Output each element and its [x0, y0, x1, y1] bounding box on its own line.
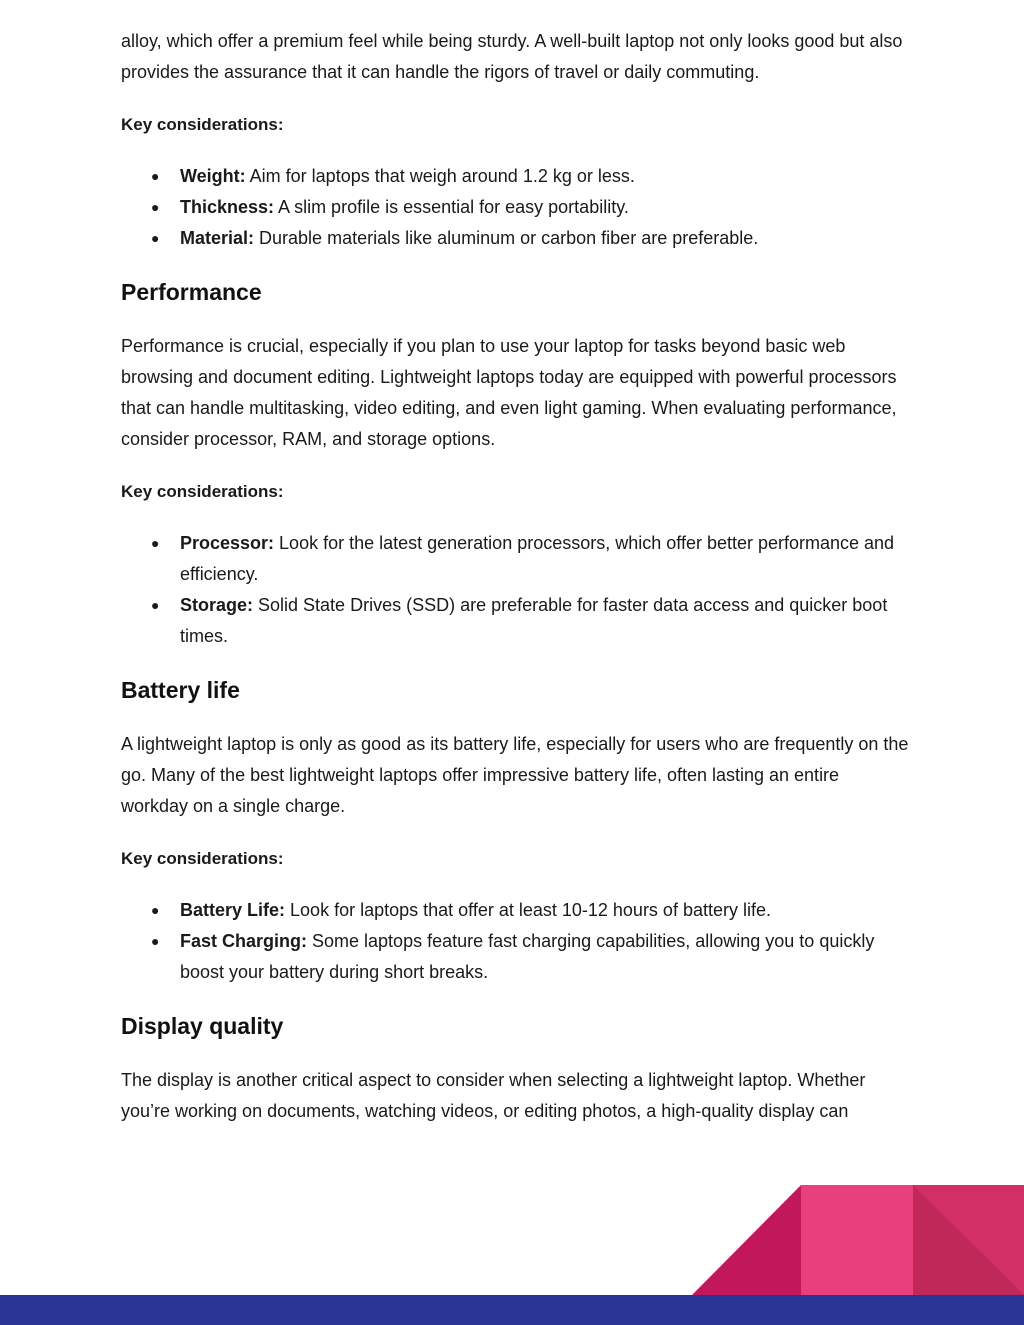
section-body-display-quality: The display is another critical aspect to consider when selecting a lightweight laptop. Whether you’re working on documents, watching videos, or editing photos, a high-quality display can: [121, 1070, 866, 1121]
bullet-icon: ●: [151, 168, 160, 184]
key-considerations-label: Key considerations:: [121, 482, 284, 501]
section-heading-display-quality: Display quality: [121, 1013, 284, 1039]
bullet-list: [121, 528, 911, 652]
bullet-icon: ●: [151, 597, 160, 613]
section-body-battery-life: A lightweight laptop is only as good as its battery life, especially for users who are frequently on the go. Many of the best lightweight laptops offer impressive battery life, often lasting an entire workday on a single charge.: [121, 734, 909, 816]
footer-navy-bar: [0, 1295, 1024, 1325]
list-item: [151, 528, 911, 590]
bullet-list: [121, 895, 911, 988]
list-item-term: Battery Life:: [180, 900, 286, 920]
footer-decoration: [0, 1185, 1024, 1325]
list-item-term: Thickness:: [180, 197, 275, 217]
footer-crimson-triangle: [692, 1185, 801, 1295]
list-item-text: Look for laptops that offer at least 10-12 hours of battery life.: [285, 900, 771, 920]
bullet-icon: ●: [151, 902, 160, 918]
list-item-term: Processor:: [180, 533, 275, 553]
list-item-term: Weight:: [180, 166, 246, 186]
footer-pink-block: [801, 1185, 914, 1295]
list-item-text: Aim for laptops that weigh around 1.2 kg or less.: [245, 166, 635, 186]
bullet-icon: ●: [151, 933, 160, 949]
document-page: [121, 26, 911, 1127]
key-considerations-label: Key considerations:: [121, 849, 284, 868]
list-item: [151, 926, 911, 988]
key-considerations-label: Key considerations:: [121, 115, 284, 134]
section-body-performance: Performance is crucial, especially if you plan to use your laptop for tasks beyond basic web browsing and document editing. Lightweight laptops today are equipped with powerful processors that can handle multitasking, video editing, and even light gaming. When evaluating performance, consider processor, RAM, and storage options.: [121, 336, 897, 449]
intro-paragraph: alloy, which offer a premium feel while being sturdy. A well-built laptop not only looks good but also provides the assurance that it can handle the rigors of travel or daily commuting.: [121, 31, 903, 82]
bullet-icon: ●: [151, 535, 160, 551]
bullet-icon: ●: [151, 230, 160, 246]
list-item-term: Storage:: [180, 595, 254, 615]
list-item-text: Durable materials like aluminum or carbon fiber are preferable.: [254, 228, 759, 248]
list-item: [151, 895, 911, 926]
list-item: [151, 161, 911, 192]
bullet-icon: ●: [151, 199, 160, 215]
bullet-list: [121, 161, 911, 254]
list-item-text: Solid State Drives (SSD) are preferable for faster data access and quicker boot times.: [180, 595, 888, 646]
list-item-text: Some laptops feature fast charging capabilities, allowing you to quickly boost your battery during short breaks.: [180, 931, 875, 982]
list-item: [151, 223, 911, 254]
list-item-term: Material:: [180, 228, 255, 248]
list-item: [151, 192, 911, 223]
list-item-text: A slim profile is essential for easy portability.: [274, 197, 629, 217]
list-item-term: Fast Charging:: [180, 931, 308, 951]
section-heading-battery-life: Battery life: [121, 677, 240, 703]
section-heading-performance: Performance: [121, 279, 262, 305]
list-item-text: Look for the latest generation processors, which offer better performance and efficiency.: [180, 533, 895, 584]
list-item: [151, 590, 911, 652]
